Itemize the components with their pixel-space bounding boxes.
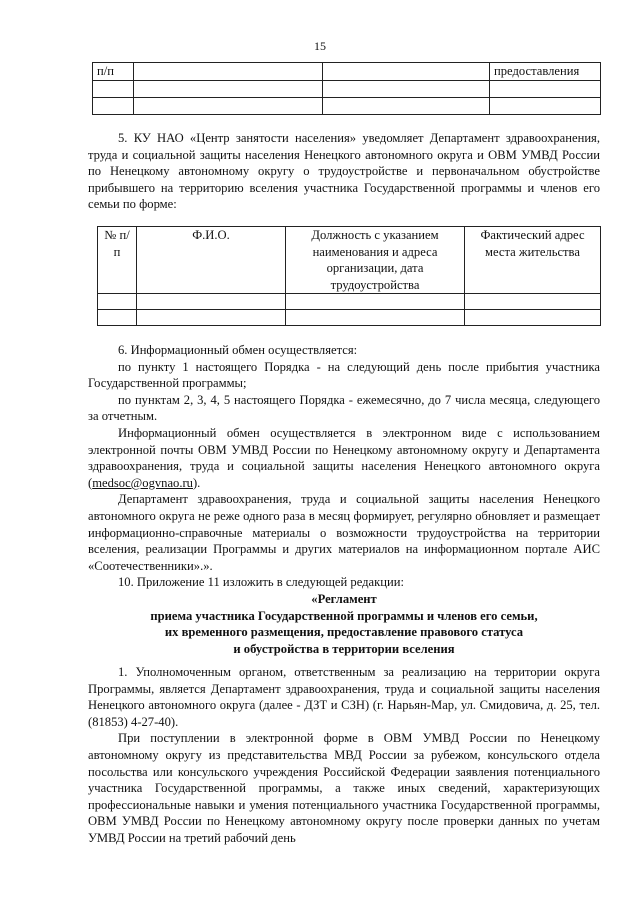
- reglament-title: «Регламент: [311, 591, 377, 606]
- section-6-text: Информационный обмен осуществляется в электронном виде с использованием электронной почты ОВМ УМВД России по Ненецкому автономному округу и Департамента здравоохранения, труда и социальной защиты населения Ненецкого автономного округа (: [88, 425, 600, 490]
- section-6-paragraph: [88, 425, 600, 491]
- table-row: [93, 80, 601, 97]
- table-cell: п/п: [93, 63, 134, 81]
- table-cell: [93, 80, 134, 97]
- table-header-row: [98, 227, 601, 294]
- table-cell: [93, 97, 134, 114]
- column-header-number: № п/п: [98, 227, 137, 294]
- table-cell: [323, 80, 490, 97]
- table-cell: [286, 310, 465, 326]
- section-6-paragraph: Департамент здравоохранения, труда и социальной защиты населения Ненецкого автономного округа не реже одного раза в месяц формирует, регулярно обновляет и размещает информационно-справочные материалы о возможности трудоустройства на территории вселения, реализации Программы и других материалов на информационном портале АИС «Соотечественники».».: [88, 492, 600, 573]
- section-6: [88, 342, 600, 657]
- table-row: [98, 294, 601, 310]
- table-cell: [490, 80, 601, 97]
- section-6-text: ).: [192, 475, 201, 490]
- section-6-paragraph: по пунктам 2, 3, 4, 5 настоящего Порядка - ежемесячно, до 7 числа месяца, следующего за отчетным.: [88, 392, 600, 424]
- employment-form-table: [97, 226, 601, 326]
- table-cell: [98, 294, 137, 310]
- table-cell: [465, 294, 601, 310]
- reglament-subtitle: приема участника Государственной программы и членов его семьи,: [150, 608, 538, 623]
- table-cell: [137, 294, 286, 310]
- table-cell: предоставления: [490, 63, 601, 81]
- section-5-text: 5. КУ НАО «Центр занятости населения» уведомляет Департамент здравоохранения, труда и социальной защиты населения Ненецкого автономного округа и ОВМ УМВД России по Ненецкому автономному округу о трудоустройстве и первоначальном обустройстве прибывшего на территорию вселения участника Государственной программы и членов его семьи по форме:: [88, 131, 600, 212]
- table-cell: [98, 310, 137, 326]
- table-cell: [323, 97, 490, 114]
- item-1-paragraph: При поступлении в электронной форме в ОВМ УМВД России по Ненецкому автономному округу из представительства МВД России за рубежом, консульского отдела посольства или консульского учреждения Российской Федерации заявления потенциального участника Государственной программы, а также иных сведений, характеризующих профессиональные навыки и умения потенциального участника Государственной программы, ОВМ УМВД России по Ненецкому автономному округу после проверки данных по учетам УМВД России на третий рабочий день: [88, 731, 600, 845]
- table-cell: [137, 310, 286, 326]
- column-header-name: Ф.И.О.: [137, 227, 286, 294]
- column-header-address: Фактический адрес места жительства: [465, 227, 601, 294]
- reglament-body: [88, 664, 600, 847]
- table-cell: [134, 63, 323, 81]
- section-6-title: 6. Информационный обмен осуществляется:: [118, 343, 358, 357]
- section-5: [88, 130, 600, 213]
- reglament-subtitle: и обустройства в территории вселения: [233, 641, 455, 656]
- table-row: [98, 310, 601, 326]
- table-cell: [465, 310, 601, 326]
- table-cell: [323, 63, 490, 81]
- table-row: [93, 63, 601, 81]
- item-1-text: 1. Уполномоченным органом, ответственным за реализацию на территории округа Программы, является Департамент здравоохранения, труда и социальной защиты населения Ненецкого автономного округа (далее - ДЗТ и СЗН) (г. Нарьян-Мар, ул. Смидовича, д. 25, тел. (81853) 4-27-40).: [88, 665, 600, 729]
- column-header-position: Должность с указанием наименования и адреса организации, дата трудоустройства: [286, 227, 465, 294]
- email-link[interactable]: medsoc@ogvnao.ru: [92, 475, 193, 490]
- table-cell: [134, 97, 323, 114]
- reglament-subtitle: их временного размещения, предоставление правового статуса: [164, 625, 524, 640]
- table-cell: [134, 80, 323, 97]
- table-cell: [490, 97, 601, 114]
- section-10-text: 10. Приложение 11 изложить в следующей редакции:: [118, 575, 404, 590]
- notification-table-continued: [92, 62, 601, 115]
- page-number: 15: [314, 39, 326, 53]
- table-cell: [286, 294, 465, 310]
- section-6-paragraph: по пункту 1 настоящего Порядка - на следующий день после прибытия участника Государственной программы;: [88, 359, 600, 391]
- table-row: [93, 97, 601, 114]
